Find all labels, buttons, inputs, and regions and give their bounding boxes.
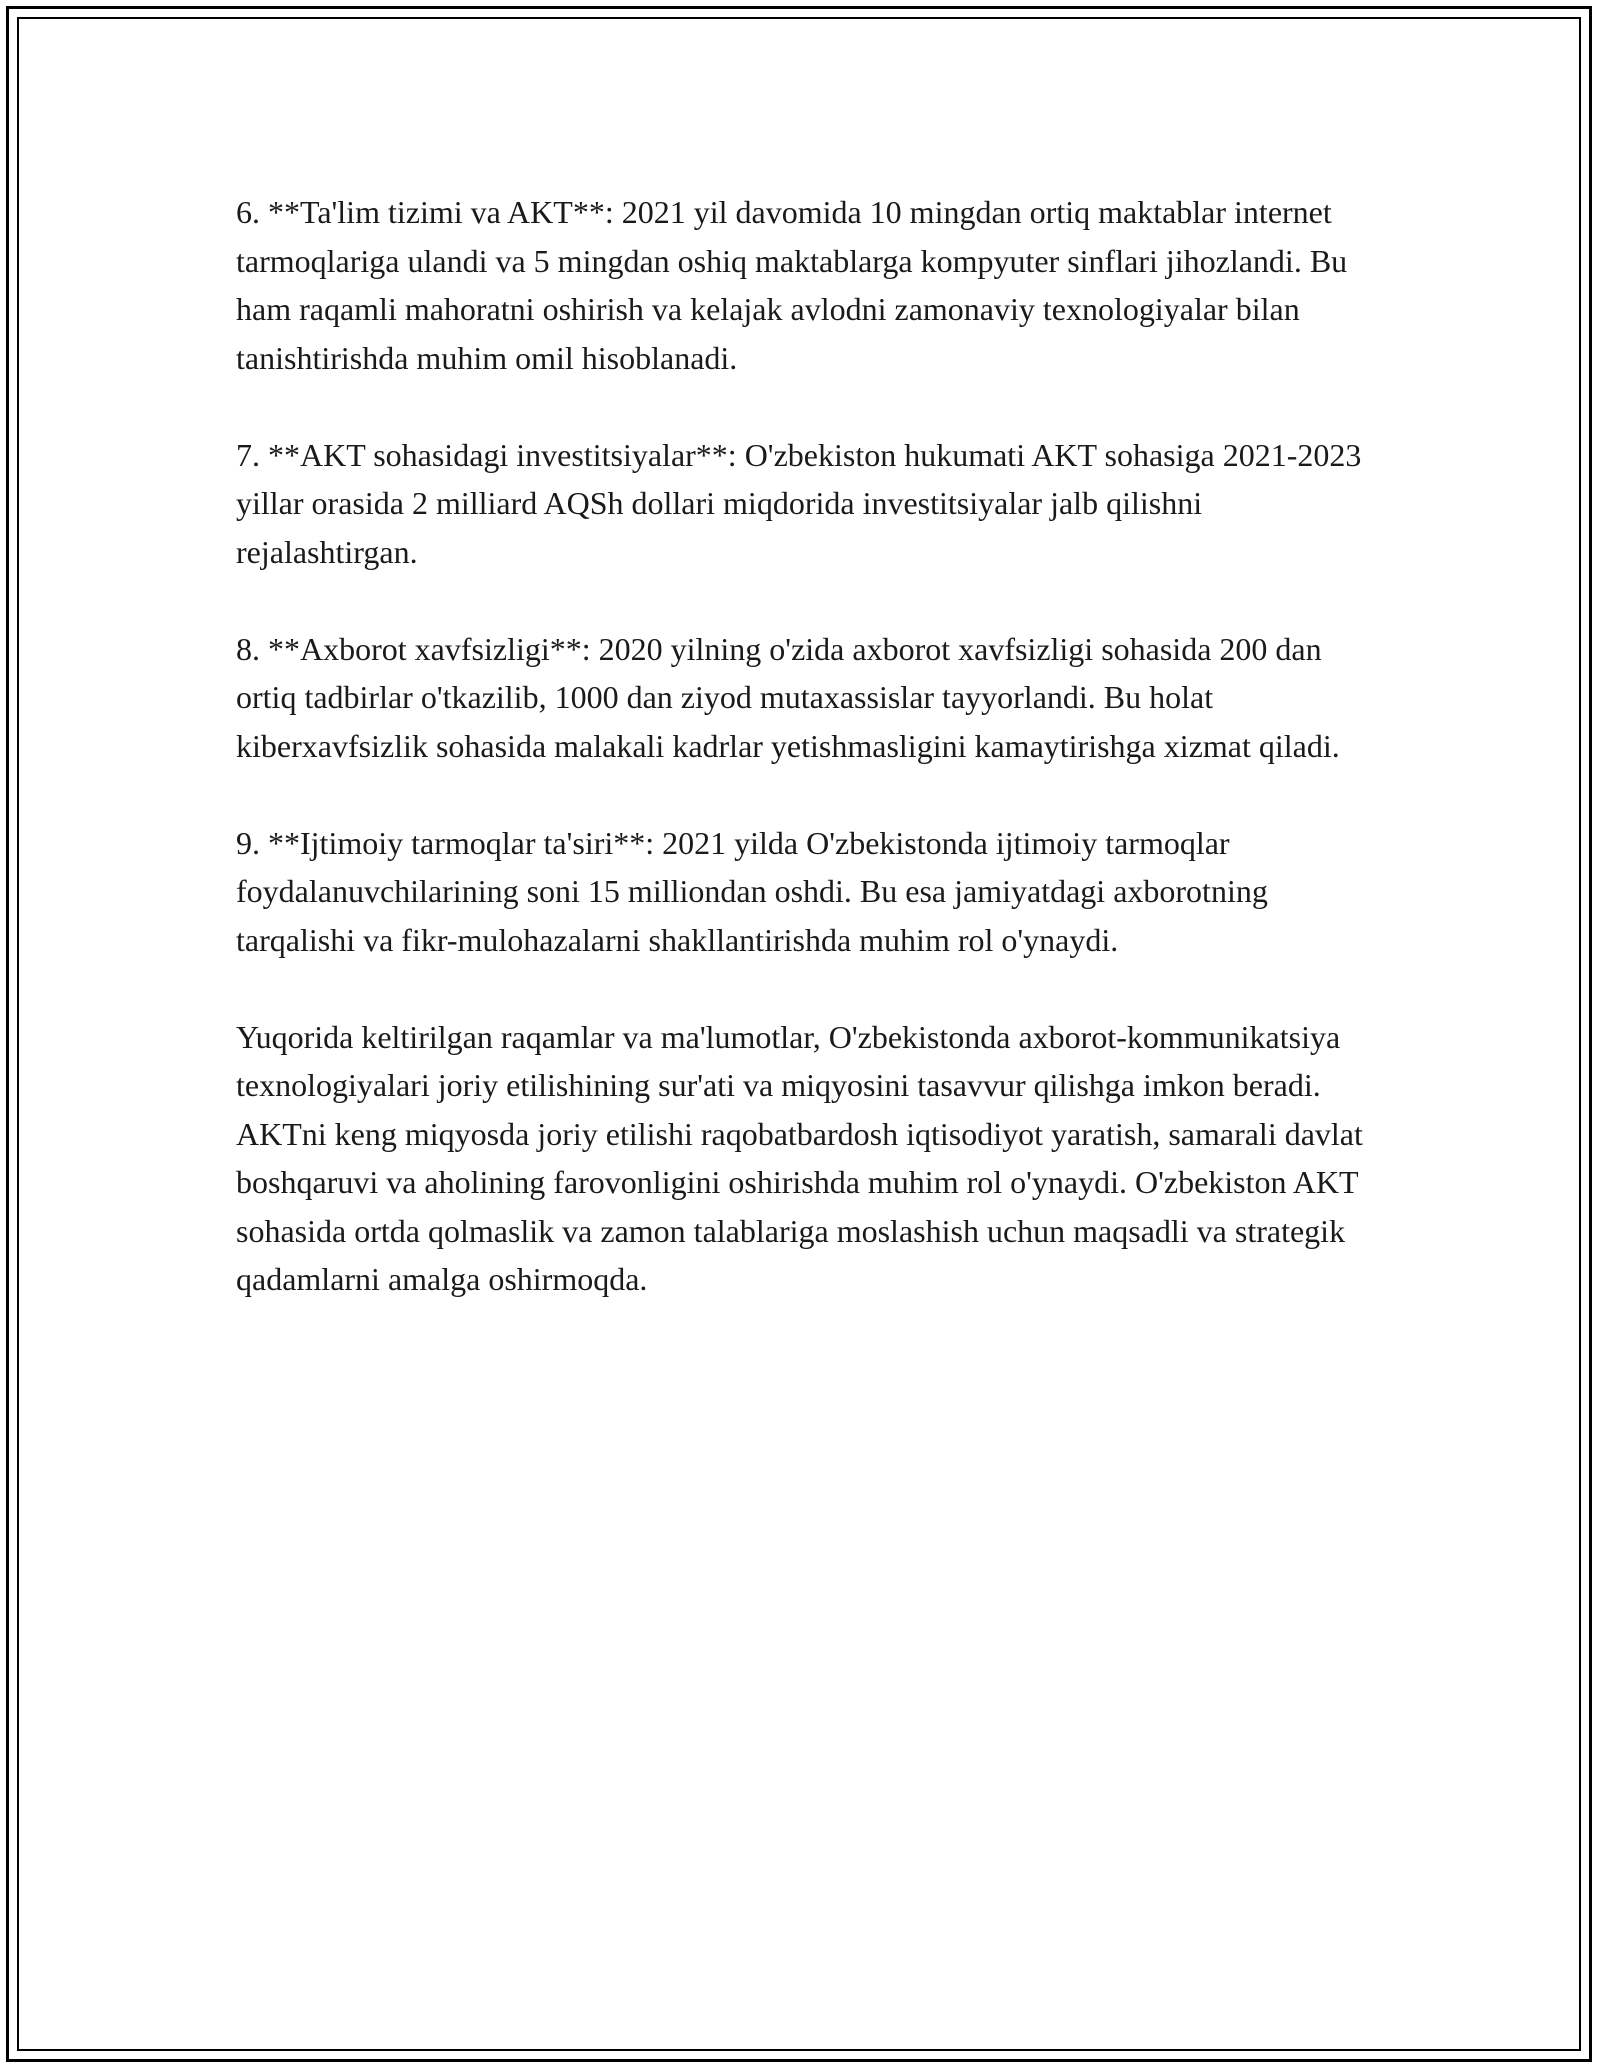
paragraph-social-networks: 9. **Ijtimoiy tarmoqlar ta'siri**: 2021 yilda O'zbekistonda ijtimoiy tarmoqlar foydalanuvchilarining soni 15 milliondan oshdi. Bu esa jamiyatdagi axborotning tarqalishi va fikr-mulohazalarni shakllantirishda muhim rol o'ynaydi.	[236, 824, 1268, 958]
paragraph-information-security: 8. **Axborot xavfsizligi**: 2020 yilning o'zida axborot xavfsizligi sohasida 200 dan ortiq tadbirlar o'tkazilib, 1000 dan ziyod mutaxassislar tayyorlandi. Bu holat kiberxavfsizlik sohasida malakali kadrlar yetishmasligini kamaytirishga xizmat qiladi.	[236, 630, 1340, 764]
document-body	[236, 188, 1366, 1352]
paragraph-conclusion: Yuqorida keltirilgan raqamlar va ma'lumotlar, O'zbekistonda axborot-kommunikatsiya texnologiyalari joriy etilishining sur'ati va miqyosini tasavvur qilishga imkon beradi. AKTni keng miqyosda joriy etilishi raqobatbardosh iqtisodiyot yaratish, samarali davlat boshqaruvi va aholining farovonligini oshirishda muhim rol o'ynaydi. O'zbekiston AKT sohasida ortda qolmaslik va zamon talablariga moslashish uchun maqsadli va strategik qadamlarni amalga oshirmoqda.	[236, 1018, 1363, 1297]
paragraph-education-ict: 6. **Ta'lim tizimi va AKT**: 2021 yil davomida 10 mingdan ortiq maktablar internet tarmoqlariga ulandi va 5 mingdan oshiq maktablarga kompyuter sinflari jihozlandi. Bu ham raqamli mahoratni oshirish va kelajak avlodni zamonaviy texnologiyalar bilan tanishtirishda muhim omil hisoblanadi.	[236, 194, 1348, 376]
paragraph-ict-investments: 7. **AKT sohasidagi investitsiyalar**: O'zbekiston hukumati AKT sohasiga 2021-2023 yillar orasida 2 milliard AQSh dollari miqdorida investitsiyalar jalb qilishni rejalashtirgan.	[236, 436, 1362, 570]
